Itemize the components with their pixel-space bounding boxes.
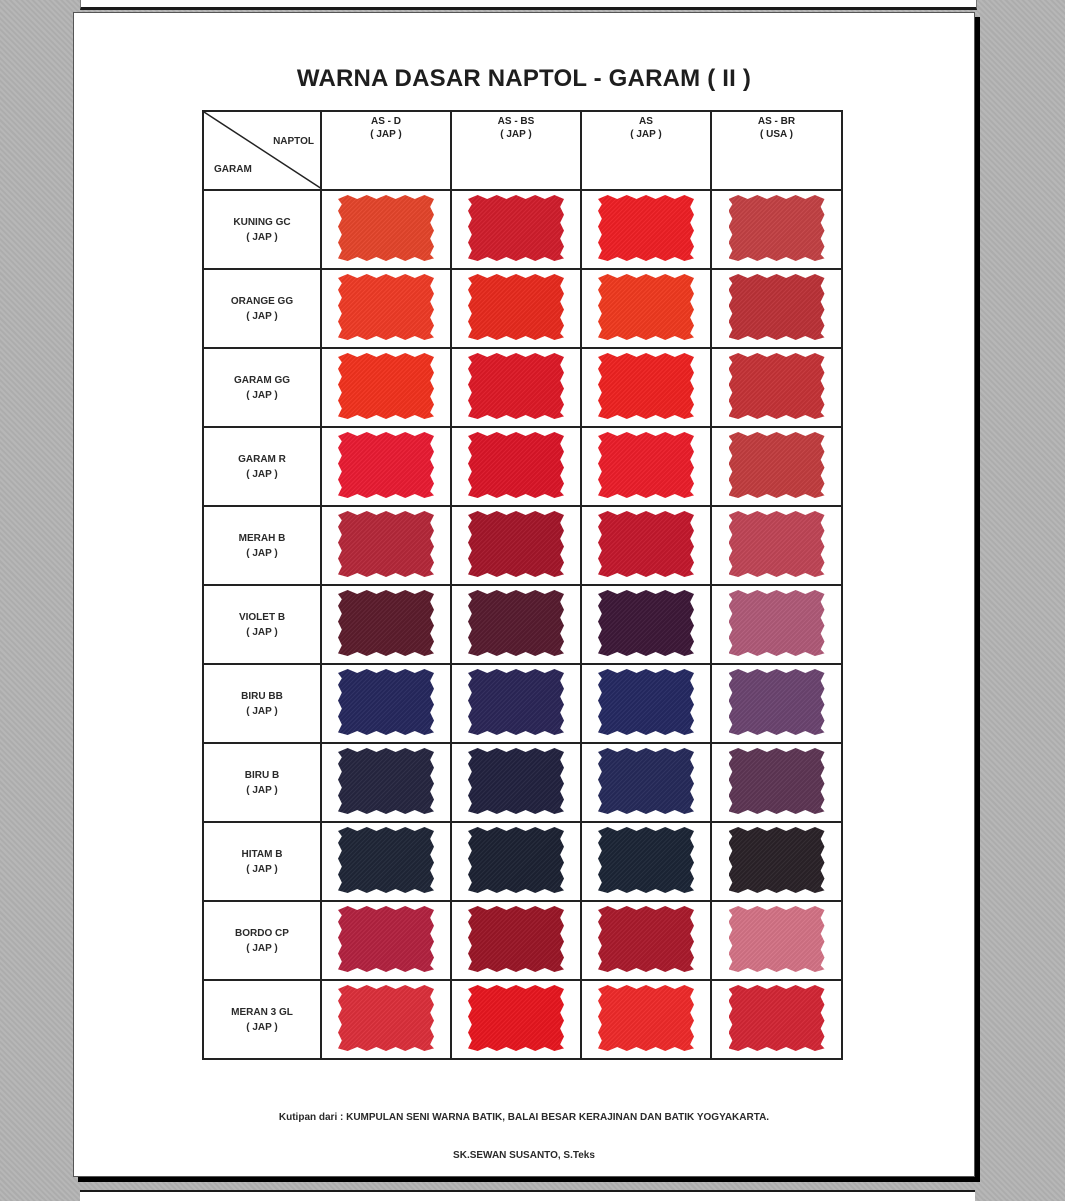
- swatch-cell: [451, 427, 581, 506]
- table-row: [203, 901, 842, 980]
- garam-origin: ( JAP ): [246, 468, 278, 480]
- column-code: AS - BR: [757, 116, 796, 127]
- table-row: [203, 269, 842, 348]
- swatch-cell: [321, 427, 451, 506]
- garam-name: GARAM GG: [233, 374, 291, 386]
- row-header: [203, 980, 321, 1059]
- fabric-swatch: [468, 985, 564, 1051]
- page-title: WARNA DASAR NAPTOL - GARAM ( II ): [296, 65, 752, 92]
- garam-origin: ( JAP ): [246, 310, 278, 322]
- swatch-cell: [451, 585, 581, 664]
- garam-origin: ( JAP ): [246, 1021, 278, 1033]
- table-row: [203, 743, 842, 822]
- corner-diagonal: [204, 112, 322, 189]
- fabric-swatch: [598, 669, 694, 735]
- swatch-cell: [711, 269, 842, 348]
- row-header: [203, 348, 321, 427]
- column-origin: ( USA ): [760, 129, 793, 140]
- fabric-swatch: [468, 827, 564, 893]
- fabric-swatch: [338, 511, 434, 577]
- swatch-cell: [711, 901, 842, 980]
- fabric-swatch: [338, 985, 434, 1051]
- table-row: [203, 664, 842, 743]
- garam-name: BIRU B: [244, 769, 280, 781]
- fabric-swatch: [598, 906, 694, 972]
- fabric-swatch: [729, 985, 825, 1051]
- garam-origin: ( JAP ): [246, 231, 278, 243]
- garam-name: GARAM R: [238, 453, 286, 465]
- row-header: [203, 664, 321, 743]
- fabric-swatch: [598, 432, 694, 498]
- swatch-cell: [321, 348, 451, 427]
- fabric-swatch: [338, 590, 434, 656]
- swatch-cell: [581, 190, 711, 269]
- fabric-swatch: [598, 274, 694, 340]
- swatch-cell: [711, 980, 842, 1059]
- garam-origin: ( JAP ): [246, 942, 278, 954]
- garam-origin: ( JAP ): [246, 705, 278, 717]
- fabric-swatch: [729, 195, 825, 261]
- next-page-edge: [80, 1190, 975, 1201]
- swatch-cell: [711, 348, 842, 427]
- row-header: [203, 190, 321, 269]
- swatch-cell: [711, 822, 842, 901]
- fabric-swatch: [338, 827, 434, 893]
- fabric-swatch: [729, 748, 825, 814]
- garam-name: HITAM B: [241, 848, 283, 860]
- fabric-swatch: [729, 906, 825, 972]
- fabric-swatch: [598, 748, 694, 814]
- row-header: [203, 822, 321, 901]
- swatch-cell: [321, 506, 451, 585]
- fabric-swatch: [338, 432, 434, 498]
- naptol-axis-label: NAPTOL: [273, 136, 314, 147]
- fabric-swatch: [468, 353, 564, 419]
- fabric-swatch: [338, 195, 434, 261]
- row-header: [203, 585, 321, 664]
- swatch-cell: [581, 743, 711, 822]
- swatch-cell: [321, 980, 451, 1059]
- swatch-cell: [451, 348, 581, 427]
- header-row: [203, 111, 842, 190]
- column-header: [711, 111, 842, 190]
- fabric-swatch: [729, 511, 825, 577]
- fabric-swatch: [729, 590, 825, 656]
- swatch-cell: [451, 901, 581, 980]
- fabric-swatch: [338, 274, 434, 340]
- fabric-swatch: [468, 906, 564, 972]
- swatch-cell: [451, 743, 581, 822]
- garam-name: KUNING GC: [233, 216, 291, 228]
- swatch-cell: [451, 664, 581, 743]
- document-page: [73, 12, 975, 1177]
- fabric-swatch: [729, 827, 825, 893]
- garam-origin: ( JAP ): [246, 784, 278, 796]
- row-header: [203, 743, 321, 822]
- swatch-cell: [321, 269, 451, 348]
- swatch-cell: [711, 506, 842, 585]
- fabric-swatch: [338, 669, 434, 735]
- garam-axis-label: GARAM: [214, 164, 252, 175]
- swatch-cell: [451, 980, 581, 1059]
- swatch-cell: [711, 743, 842, 822]
- table-row: [203, 190, 842, 269]
- column-origin: ( JAP ): [630, 129, 662, 140]
- table-row: [203, 348, 842, 427]
- column-header: [321, 111, 451, 190]
- swatch-cell: [321, 190, 451, 269]
- swatch-cell: [581, 269, 711, 348]
- fabric-swatch: [468, 511, 564, 577]
- fabric-swatch: [338, 748, 434, 814]
- swatch-cell: [321, 822, 451, 901]
- column-origin: ( JAP ): [500, 129, 532, 140]
- color-chart-body: [203, 190, 842, 1059]
- row-header: [203, 506, 321, 585]
- source-citation: Kutipan dari : KUMPULAN SENI WARNA BATIK, BALAI BESAR KERAJINAN DAN BATIK YOGYAKARTA.: [278, 1112, 770, 1123]
- fabric-swatch: [468, 432, 564, 498]
- fabric-swatch: [598, 353, 694, 419]
- table-row: [203, 506, 842, 585]
- table-row: [203, 822, 842, 901]
- swatch-cell: [451, 822, 581, 901]
- swatch-cell: [321, 585, 451, 664]
- table-row: [203, 980, 842, 1059]
- row-header: [203, 427, 321, 506]
- fabric-swatch: [338, 353, 434, 419]
- table-row: [203, 585, 842, 664]
- column-header: [581, 111, 711, 190]
- swatch-cell: [581, 980, 711, 1059]
- fabric-swatch: [338, 906, 434, 972]
- garam-name: MERAH B: [238, 532, 286, 544]
- row-header: [203, 269, 321, 348]
- column-code: AS: [639, 116, 653, 127]
- swatch-cell: [581, 822, 711, 901]
- swatch-cell: [581, 506, 711, 585]
- garam-origin: ( JAP ): [246, 626, 278, 638]
- garam-origin: ( JAP ): [246, 547, 278, 559]
- fabric-swatch: [468, 669, 564, 735]
- fabric-swatch: [468, 748, 564, 814]
- swatch-cell: [581, 427, 711, 506]
- column-header: [451, 111, 581, 190]
- previous-page-edge: [80, 0, 977, 10]
- swatch-cell: [581, 664, 711, 743]
- fabric-swatch: [729, 669, 825, 735]
- swatch-cell: [451, 190, 581, 269]
- column-code: AS - BS: [497, 116, 535, 127]
- fabric-swatch: [598, 985, 694, 1051]
- fabric-swatch: [598, 590, 694, 656]
- fabric-swatch: [598, 195, 694, 261]
- fabric-swatch: [729, 353, 825, 419]
- swatch-cell: [321, 743, 451, 822]
- garam-origin: ( JAP ): [246, 389, 278, 401]
- swatch-cell: [581, 348, 711, 427]
- swatch-cell: [321, 901, 451, 980]
- table-row: [203, 427, 842, 506]
- swatch-cell: [711, 664, 842, 743]
- column-code: AS - D: [371, 116, 401, 127]
- swatch-cell: [581, 901, 711, 980]
- garam-name: ORANGE GG: [230, 295, 294, 307]
- swatch-cell: [711, 427, 842, 506]
- color-chart-table: [202, 110, 843, 1060]
- fabric-swatch: [468, 195, 564, 261]
- fabric-swatch: [598, 511, 694, 577]
- fabric-swatch: [468, 274, 564, 340]
- garam-name: MERAN 3 GL: [231, 1006, 293, 1018]
- author-credit: SK.SEWAN SUSANTO, S.Teks: [453, 1150, 595, 1161]
- swatch-cell: [451, 269, 581, 348]
- swatch-cell: [321, 664, 451, 743]
- swatch-cell: [711, 190, 842, 269]
- garam-name: BIRU BB: [241, 690, 283, 702]
- swatch-cell: [451, 506, 581, 585]
- swatch-cell: [581, 585, 711, 664]
- garam-name: BORDO CP: [235, 927, 289, 939]
- garam-origin: ( JAP ): [246, 863, 278, 875]
- fabric-swatch: [468, 590, 564, 656]
- fabric-swatch: [598, 827, 694, 893]
- swatch-cell: [711, 585, 842, 664]
- fabric-swatch: [729, 274, 825, 340]
- corner-cell: [203, 111, 321, 190]
- garam-name: VIOLET B: [238, 611, 286, 623]
- fabric-swatch: [729, 432, 825, 498]
- column-origin: ( JAP ): [370, 129, 402, 140]
- row-header: [203, 901, 321, 980]
